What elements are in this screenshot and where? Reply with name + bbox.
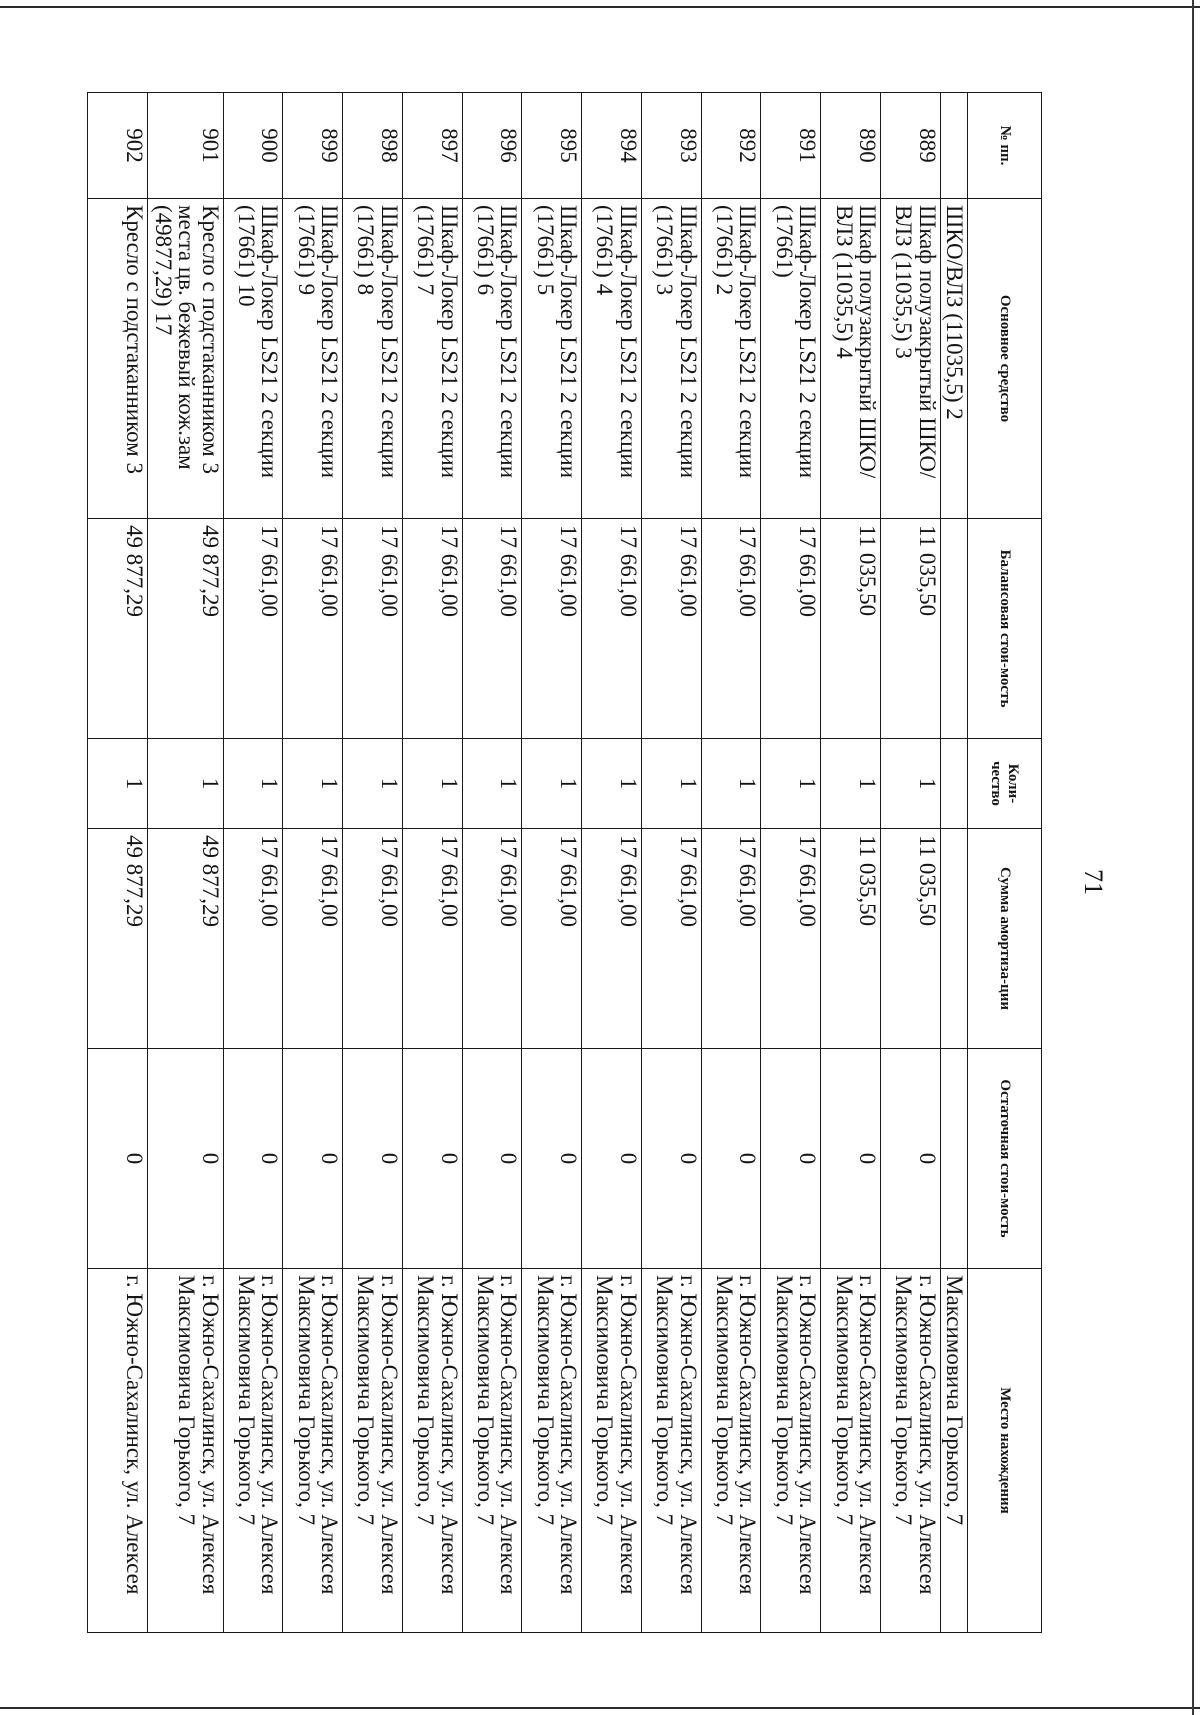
cell-value: 17 661,00 [462, 519, 522, 739]
cell-name: Шкаф полузакрытый ШКО/ВЛЗ (11035,5) 4 [821, 199, 881, 519]
cell-qty: 1 [641, 739, 701, 829]
cell-place: г. Южно-Сахалинск, ул. Алексея Максимовича Горького, 7 [402, 1269, 462, 1633]
cell-place: г. Южно-Сахалинск, ул. Алексея Максимовича Горького, 7 [462, 1269, 522, 1633]
cell-num: 894 [582, 93, 642, 199]
table-body [88, 93, 968, 1633]
cell-name: Шкаф полузакрытый ШКО/ВЛЗ (11035,5) 3 [880, 199, 940, 519]
cell-num: 901 [147, 93, 223, 199]
cell-name: Шкаф-Локер LS21 2 секции (17661) 2 [701, 199, 761, 519]
asset-table [87, 92, 1042, 1633]
table-row [821, 93, 881, 1633]
cell-qty: 1 [147, 739, 223, 829]
cell-value: 17 661,00 [283, 519, 343, 739]
cell-num: 892 [701, 93, 761, 199]
table-row [223, 93, 283, 1633]
cell-qty: 1 [701, 739, 761, 829]
cell-qty: 1 [880, 739, 940, 829]
cell-name: Шкаф-Локер LS21 2 секции (17661) [761, 199, 821, 519]
cell-place: Максимовича Горького, 7 [940, 1269, 967, 1633]
cell-rest: 0 [761, 1049, 821, 1269]
cell-value: 17 661,00 [582, 519, 642, 739]
cell-rest: 0 [462, 1049, 522, 1269]
cell-value: 17 661,00 [761, 519, 821, 739]
cell-place: г. Южно-Сахалинск, ул. Алексея Максимовича Горького, 7 [641, 1269, 701, 1633]
cell-rest: 0 [880, 1049, 940, 1269]
cell-value: 17 661,00 [701, 519, 761, 739]
header-rest: Остаточная стои-мость [968, 1049, 1042, 1269]
cell-place: г. Южно-Сахалинск, ул. Алексея Максимовича Горького, 7 [761, 1269, 821, 1633]
cell-num: 889 [880, 93, 940, 199]
table-row [147, 93, 223, 1633]
cell-qty: 1 [582, 739, 642, 829]
table-row [522, 93, 582, 1633]
cell-num: 899 [283, 93, 343, 199]
cell-qty [940, 739, 967, 829]
table-row [880, 93, 940, 1633]
scan-bottom-rule [0, 1707, 1200, 1709]
cell-amort: 17 661,00 [462, 829, 522, 1049]
cell-qty: 1 [223, 739, 283, 829]
cell-amort: 17 661,00 [343, 829, 403, 1049]
cell-place: г. Южно-Сахалинск, ул. Алексея Максимовича Горького, 7 [147, 1269, 223, 1633]
cell-amort: 49 877,29 [147, 829, 223, 1049]
cell-amort: 11 035,50 [880, 829, 940, 1049]
cell-name: Шкаф-Локер LS21 2 секции (17661) 7 [402, 199, 462, 519]
cell-num: 898 [343, 93, 403, 199]
cell-name: ШКО/ВЛЗ (11035,5) 2 [940, 199, 967, 519]
header-qty: Коли-чество [968, 739, 1042, 829]
cell-place: г. Южно-Сахалинск, ул. Алексея Максимовича Горького, 7 [343, 1269, 403, 1633]
cell-name: Шкаф-Локер LS21 2 секции (17661) 5 [522, 199, 582, 519]
cell-name: Кресло с подстаканником 3 [88, 199, 148, 519]
cell-amort: 17 661,00 [223, 829, 283, 1049]
asset-table-container [87, 92, 1042, 1632]
cell-amort: 17 661,00 [522, 829, 582, 1049]
cell-amort: 17 661,00 [402, 829, 462, 1049]
cell-value: 11 035,50 [821, 519, 881, 739]
cell-name: Шкаф-Локер LS21 2 секции (17661) 4 [582, 199, 642, 519]
cell-place: г. Южно-Сахалинск, ул. Алексея Максимовича Горького, 7 [522, 1269, 582, 1633]
cell-qty: 1 [821, 739, 881, 829]
cell-amort: 17 661,00 [761, 829, 821, 1049]
cell-amort [940, 829, 967, 1049]
cell-rest: 0 [88, 1049, 148, 1269]
header-place: Место нахождения [968, 1269, 1042, 1633]
cell-rest: 0 [641, 1049, 701, 1269]
cell-name: Шкаф-Локер LS21 2 секции (17661) 10 [223, 199, 283, 519]
cell-value: 17 661,00 [223, 519, 283, 739]
cell-rest: 0 [223, 1049, 283, 1269]
scan-top-rule [0, 6, 1200, 8]
cell-value: 17 661,00 [522, 519, 582, 739]
table-row [462, 93, 522, 1633]
cell-amort: 17 661,00 [283, 829, 343, 1049]
cell-place: г. Южно-Сахалинск, ул. Алексея [88, 1269, 148, 1633]
page-number: 71 [1079, 869, 1108, 895]
table-row [641, 93, 701, 1633]
header-amort: Сумма амортиза-ции [968, 829, 1042, 1049]
cell-qty: 1 [462, 739, 522, 829]
table-row [701, 93, 761, 1633]
cell-place: г. Южно-Сахалинск, ул. Алексея Максимовича Горького, 7 [283, 1269, 343, 1633]
cell-name: Шкаф-Локер LS21 2 секции (17661) 6 [462, 199, 522, 519]
header-row [968, 93, 1042, 1633]
cell-rest: 0 [283, 1049, 343, 1269]
cell-num: 897 [402, 93, 462, 199]
cell-place: г. Южно-Сахалинск, ул. Алексея Максимовича Горького, 7 [223, 1269, 283, 1633]
scan-right-edge [1192, 0, 1194, 1715]
cell-amort: 11 035,50 [821, 829, 881, 1049]
cell-num: 891 [761, 93, 821, 199]
header-num: № пп. [968, 93, 1042, 199]
cell-num: 895 [522, 93, 582, 199]
cell-num: 902 [88, 93, 148, 199]
cell-value: 17 661,00 [641, 519, 701, 739]
cell-qty: 1 [343, 739, 403, 829]
table-row [283, 93, 343, 1633]
cell-value [940, 519, 967, 739]
cell-qty: 1 [761, 739, 821, 829]
cell-value: 17 661,00 [402, 519, 462, 739]
cell-rest: 0 [582, 1049, 642, 1269]
header-name: Основное средство [968, 199, 1042, 519]
table-row [582, 93, 642, 1633]
cell-qty: 1 [402, 739, 462, 829]
cell-value: 17 661,00 [343, 519, 403, 739]
cell-num: 893 [641, 93, 701, 199]
table-row [402, 93, 462, 1633]
cell-num: 900 [223, 93, 283, 199]
cell-place: г. Южно-Сахалинск, ул. Алексея Максимовича Горького, 7 [880, 1269, 940, 1633]
cell-name: Шкаф-Локер LS21 2 секции (17661) 3 [641, 199, 701, 519]
cell-num: 890 [821, 93, 881, 199]
cell-place: г. Южно-Сахалинск, ул. Алексея Максимовича Горького, 7 [701, 1269, 761, 1633]
cell-qty: 1 [88, 739, 148, 829]
cell-rest: 0 [821, 1049, 881, 1269]
cell-rest [940, 1049, 967, 1269]
header-value: Балансовая стои-мость [968, 519, 1042, 739]
cell-value: 49 877,29 [147, 519, 223, 739]
cell-value: 11 035,50 [880, 519, 940, 739]
cell-num: 896 [462, 93, 522, 199]
cell-qty: 1 [522, 739, 582, 829]
table-row-carryover [940, 93, 967, 1633]
cell-rest: 0 [701, 1049, 761, 1269]
cell-place: г. Южно-Сахалинск, ул. Алексея Максимовича Горького, 7 [582, 1269, 642, 1633]
cell-name: Кресло с подстаканником 3 места цв. бежевый кож.зам (49877,29) 17 [147, 199, 223, 519]
cell-rest: 0 [522, 1049, 582, 1269]
table-row [88, 93, 148, 1633]
cell-rest: 0 [147, 1049, 223, 1269]
table-header [968, 93, 1042, 1633]
cell-value: 49 877,29 [88, 519, 148, 739]
cell-place: г. Южно-Сахалинск, ул. Алексея Максимовича Горького, 7 [821, 1269, 881, 1633]
table-row [761, 93, 821, 1633]
cell-rest: 0 [402, 1049, 462, 1269]
cell-name: Шкаф-Локер LS21 2 секции (17661) 9 [283, 199, 343, 519]
cell-amort: 17 661,00 [582, 829, 642, 1049]
cell-num [940, 93, 967, 199]
cell-rest: 0 [343, 1049, 403, 1269]
table-row [343, 93, 403, 1633]
cell-qty: 1 [283, 739, 343, 829]
cell-amort: 17 661,00 [701, 829, 761, 1049]
cell-amort: 17 661,00 [641, 829, 701, 1049]
cell-name: Шкаф-Локер LS21 2 секции (17661) 8 [343, 199, 403, 519]
cell-amort: 49 877,29 [88, 829, 148, 1049]
